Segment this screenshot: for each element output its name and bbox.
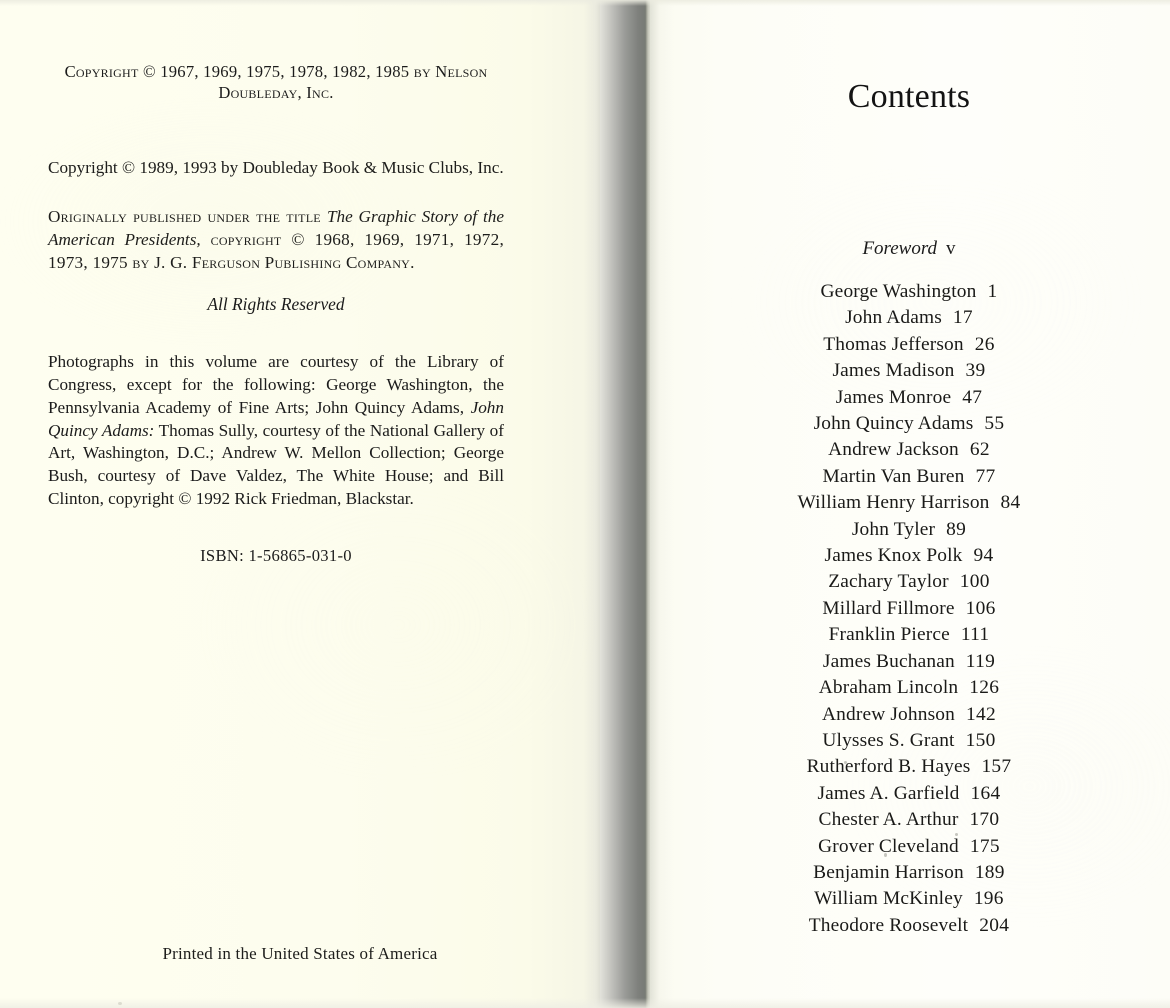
toc-entry-page: 106 — [965, 597, 996, 619]
toc-entry[interactable] — [648, 517, 1170, 543]
toc-entry[interactable] — [648, 385, 1170, 411]
toc-entry[interactable] — [648, 279, 1170, 305]
toc-entry[interactable] — [648, 728, 1170, 754]
toc-entry-title: Andrew Johnson — [822, 703, 955, 725]
toc-entry-title: Franklin Pierce — [828, 624, 950, 646]
toc-entry-page: 62 — [969, 439, 990, 461]
toc-entry-page: 111 — [960, 624, 990, 646]
toc-entry[interactable] — [648, 596, 1170, 622]
toc-entry-page: 142 — [965, 703, 996, 725]
toc-entry-title: Martin Van Buren — [822, 465, 965, 487]
toc-entry-title: Zachary Taylor — [828, 571, 949, 593]
scan-speck — [884, 853, 887, 857]
toc-entry-title: James Monroe — [835, 386, 952, 408]
toc-entry[interactable] — [648, 886, 1170, 912]
toc-entry[interactable] — [648, 569, 1170, 595]
toc-entry[interactable] — [648, 622, 1170, 648]
toc-entry-title: John Tyler — [851, 518, 936, 540]
spacer — [48, 121, 504, 157]
toc-entry-page: 55 — [984, 413, 1005, 435]
all-rights-reserved: All Rights Reserved — [207, 294, 345, 315]
toc-entry-title: Abraham Lincoln — [818, 677, 959, 699]
toc-entry-title: John Adams — [845, 307, 942, 329]
toc-entry-page: 1 — [987, 281, 998, 302]
toc-entry-foreword — [648, 238, 1170, 260]
toc-entry-page: 204 — [979, 914, 1010, 936]
toc-entry-title: George Washington — [820, 281, 977, 302]
spacer — [48, 180, 504, 206]
toc-entry-page: 77 — [975, 465, 996, 487]
toc-entry-title: James Buchanan — [822, 650, 955, 672]
toc-entry[interactable] — [648, 358, 1170, 384]
toc-entry-title: James Madison — [832, 360, 955, 382]
table-of-contents-list — [648, 279, 1170, 939]
toc-entry[interactable] — [648, 754, 1170, 780]
toc-entry-page: 175 — [969, 835, 1000, 857]
toc-entry-foreword-page: v — [946, 238, 956, 259]
toc-entry[interactable] — [648, 649, 1170, 675]
spacer — [48, 510, 504, 546]
toc-entry-page: 39 — [965, 360, 986, 382]
toc-entry[interactable] — [648, 834, 1170, 860]
toc-entry-title: Chester A. Arthur — [818, 809, 959, 831]
book-gutter-shadow — [584, 0, 650, 1008]
toc-entry-page: 170 — [969, 809, 1000, 831]
toc-entry-title: William McKinley — [814, 888, 963, 910]
toc-entry[interactable] — [648, 490, 1170, 516]
toc-entry-page: 189 — [974, 861, 1005, 883]
toc-entry-title: Benjamin Harrison — [813, 861, 964, 883]
original-publication-lead: Originally published under the title — [48, 206, 327, 226]
original-publication-note — [48, 206, 504, 275]
copyright-notice-primary-line2: Doubleday, Inc. — [218, 83, 334, 103]
toc-entry-title: John Quincy Adams — [813, 413, 974, 435]
photo-credits-part1: Photographs in this volume are courtesy of the Library of Congress, except for the following: George Washington, the Pennsylvania Academy of Fine Arts; John Quincy Adams, — [48, 352, 504, 417]
copyright-text-block — [48, 44, 504, 566]
photo-credits-paragraph — [48, 351, 504, 510]
toc-entry[interactable] — [648, 543, 1170, 569]
toc-entry-page: 150 — [965, 729, 996, 751]
toc-entry-title: Ulysses S. Grant — [822, 729, 955, 751]
toc-entry-title: Theodore Roosevelt — [808, 914, 969, 936]
toc-entry-page: 94 — [973, 545, 994, 567]
photo-credits-part2: Thomas Sully, courtesy of the National Gallery of Art, Washington, D.C.; Andrew W. Mellon Collection; George Bush, courtesy of Dave Valdez, The White House; and Bill Clinton, copyright © 1992 Rick Friedman, Blackstar. — [48, 420, 504, 508]
scan-speck — [844, 761, 847, 764]
toc-entry-page: 84 — [1000, 492, 1021, 514]
toc-entry-title: Rutherford B. Hayes — [806, 756, 971, 778]
toc-entry-page: 157 — [981, 756, 1012, 778]
toc-entry-title: Grover Cleveland — [818, 835, 959, 857]
toc-entry-page: 164 — [970, 782, 1001, 804]
copyright-notice-primary — [48, 61, 504, 105]
toc-entry-title: William Henry Harrison — [797, 492, 990, 514]
photo-credits-italic-title: John Quincy Adams: — [48, 397, 504, 440]
toc-entry-page: 47 — [962, 386, 983, 408]
toc-entry-page: 26 — [974, 333, 995, 355]
toc-entry[interactable] — [648, 781, 1170, 807]
original-publication-tail: copyright © 1968, 1969, 1971, 1972, 1973, 1975 by J. G. Ferguson Publishing Company. — [48, 229, 504, 272]
toc-entry-page: 119 — [965, 650, 996, 672]
spacer — [48, 315, 504, 351]
isbn-line: ISBN: 1-56865-031-0 — [200, 546, 352, 566]
toc-entry[interactable] — [648, 675, 1170, 701]
toc-entry-title: Millard Fillmore — [822, 597, 955, 619]
toc-entry-title: Andrew Jackson — [828, 439, 959, 461]
original-publication-title: The Graphic Story of the American Presidents, — [48, 206, 504, 249]
toc-entry[interactable] — [648, 332, 1170, 358]
spacer — [48, 274, 504, 294]
toc-entry-foreword-label: Foreword — [862, 238, 938, 259]
toc-entry[interactable] — [648, 702, 1170, 728]
toc-entry-page: 126 — [969, 677, 1000, 699]
toc-entry[interactable] — [648, 411, 1170, 437]
toc-entry-title: Thomas Jefferson — [823, 333, 964, 355]
toc-entry-page: 89 — [946, 518, 967, 540]
toc-entry-page: 17 — [952, 307, 973, 329]
toc-entry[interactable] — [648, 807, 1170, 833]
copyright-notice-secondary: Copyright © 1989, 1993 by Doubleday Book & Music Clubs, Inc. — [48, 157, 504, 177]
toc-entry-title: James Knox Polk — [824, 545, 963, 567]
toc-entry[interactable] — [648, 860, 1170, 886]
toc-entry-page: 196 — [973, 888, 1004, 910]
toc-entry[interactable] — [648, 305, 1170, 331]
toc-entry[interactable] — [648, 913, 1170, 939]
scan-speck — [955, 833, 958, 836]
contents-heading: Contents — [847, 78, 971, 115]
printed-in-line: Printed in the United States of America — [162, 944, 438, 963]
toc-entry-title: James A. Garfield — [817, 782, 960, 804]
toc-entry-page: 100 — [959, 571, 990, 593]
scan-speck — [118, 1002, 122, 1005]
toc-entry[interactable] — [648, 464, 1170, 490]
toc-entry[interactable] — [648, 437, 1170, 463]
copyright-notice-primary-line1: Copyright © 1967, 1969, 1975, 1978, 1982, 1985 by Nelson — [64, 61, 488, 81]
